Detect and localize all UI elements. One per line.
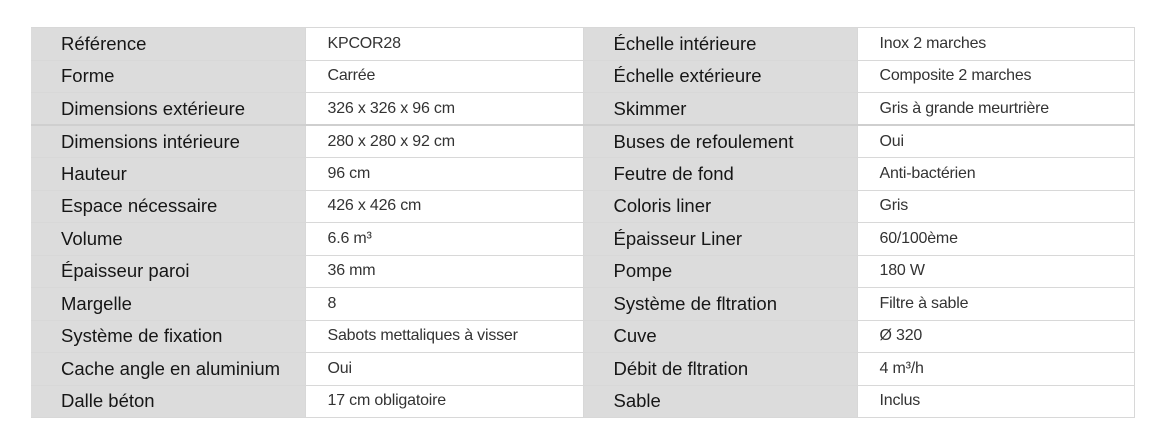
spec-label-right: Échelle extérieure	[583, 60, 857, 93]
spec-value-right: Oui	[857, 125, 1134, 158]
spec-value-right: Gris	[857, 190, 1134, 223]
spec-value-left: 17 cm obligatoire	[305, 385, 583, 418]
spec-value-left: 280 x 280 x 92 cm	[305, 125, 583, 158]
spec-label-left: Référence	[31, 28, 305, 61]
spec-value-left: Carrée	[305, 60, 583, 93]
specifications-body	[31, 28, 1134, 418]
spec-label-left: Hauteur	[31, 158, 305, 191]
spec-label-right: Pompe	[583, 255, 857, 288]
spec-value-left: 36 mm	[305, 255, 583, 288]
spec-label-right: Sable	[583, 385, 857, 418]
spec-value-right: 4 m³/h	[857, 353, 1134, 386]
spec-label-left: Système de fixation	[31, 320, 305, 353]
spec-value-right: 60/100ème	[857, 223, 1134, 256]
spec-row	[31, 60, 1134, 93]
spec-value-right: 180 W	[857, 255, 1134, 288]
spec-label-left: Dimensions intérieure	[31, 125, 305, 158]
spec-value-left: Sabots mettaliques à visser	[305, 320, 583, 353]
spec-label-right: Échelle intérieure	[583, 28, 857, 61]
spec-label-left: Volume	[31, 223, 305, 256]
spec-label-left: Dimensions extérieure	[31, 93, 305, 126]
spec-row	[31, 223, 1134, 256]
spec-value-left: 326 x 326 x 96 cm	[305, 93, 583, 126]
spec-row	[31, 385, 1134, 418]
spec-row	[31, 158, 1134, 191]
spec-value-right: Ø 320	[857, 320, 1134, 353]
spec-label-left: Forme	[31, 60, 305, 93]
spec-label-left: Margelle	[31, 288, 305, 321]
spec-label-right: Skimmer	[583, 93, 857, 126]
spec-value-right: Gris à grande meurtrière	[857, 93, 1134, 126]
spec-label-left: Espace nécessaire	[31, 190, 305, 223]
spec-value-left: 6.6 m³	[305, 223, 583, 256]
spec-label-right: Épaisseur Liner	[583, 223, 857, 256]
spec-label-left: Dalle béton	[31, 385, 305, 418]
spec-label-right: Cuve	[583, 320, 857, 353]
spec-row	[31, 125, 1134, 158]
spec-label-left: Épaisseur paroi	[31, 255, 305, 288]
spec-row	[31, 190, 1134, 223]
spec-value-right: Composite 2 marches	[857, 60, 1134, 93]
spec-row	[31, 288, 1134, 321]
spec-row	[31, 353, 1134, 386]
spec-value-left: 8	[305, 288, 583, 321]
spec-row	[31, 93, 1134, 126]
spec-value-left: KPCOR28	[305, 28, 583, 61]
spec-row	[31, 255, 1134, 288]
spec-label-right: Feutre de fond	[583, 158, 857, 191]
spec-value-right: Anti-bactérien	[857, 158, 1134, 191]
spec-label-right: Système de fltration	[583, 288, 857, 321]
spec-label-right: Buses de refoulement	[583, 125, 857, 158]
spec-value-left: 96 cm	[305, 158, 583, 191]
spec-value-right: Filtre à sable	[857, 288, 1134, 321]
spec-value-right: Inclus	[857, 385, 1134, 418]
spec-label-right: Coloris liner	[583, 190, 857, 223]
spec-value-left: 426 x 426 cm	[305, 190, 583, 223]
spec-label-left: Cache angle en aluminium	[31, 353, 305, 386]
spec-row	[31, 28, 1134, 61]
specifications-table	[31, 27, 1135, 418]
spec-value-left: Oui	[305, 353, 583, 386]
spec-row	[31, 320, 1134, 353]
spec-value-right: Inox 2 marches	[857, 28, 1134, 61]
spec-label-right: Débit de fltration	[583, 353, 857, 386]
